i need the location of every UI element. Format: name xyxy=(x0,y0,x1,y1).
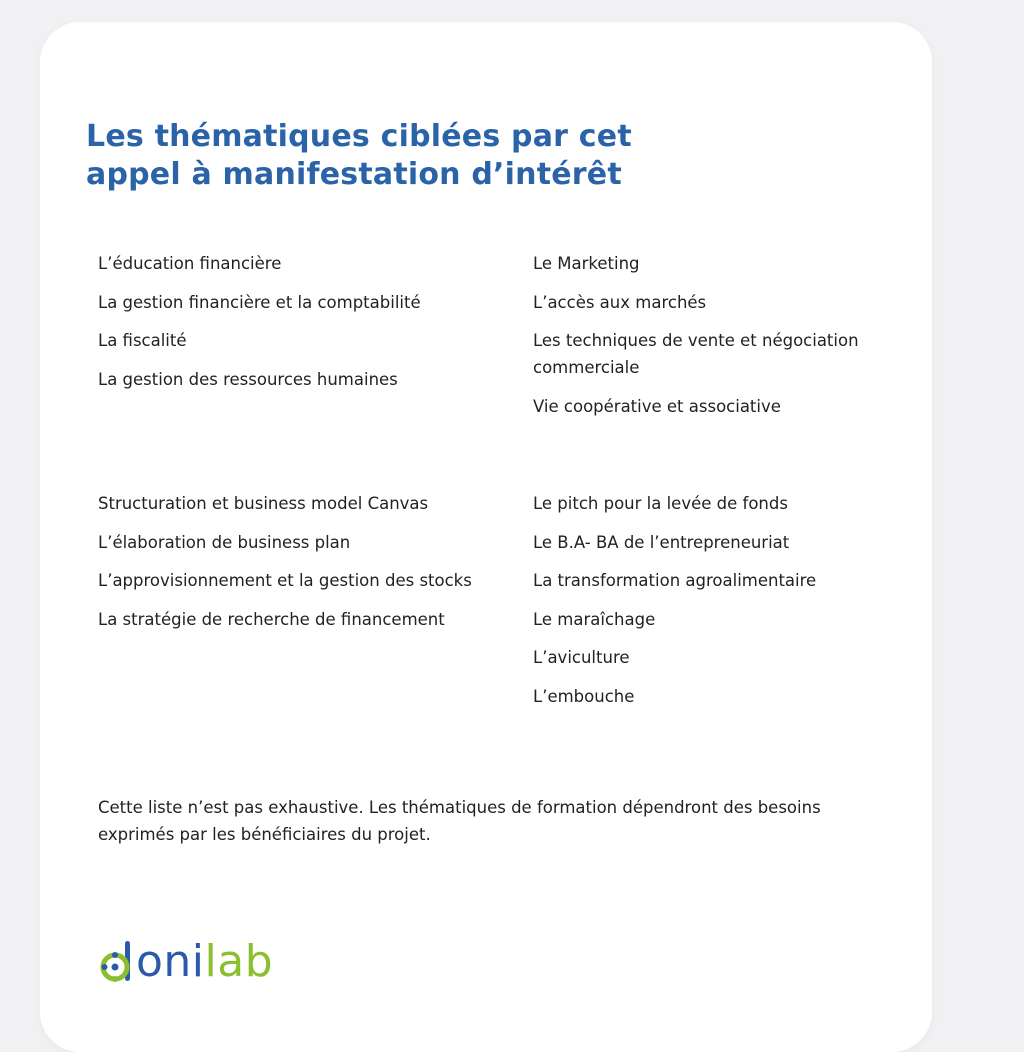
list-item: Vie coopérative et associative xyxy=(533,396,781,416)
logo-wordmark-part-1: oni xyxy=(136,936,205,987)
list-item: Les techniques de vente et négociation commerciale xyxy=(533,331,859,377)
list-item: L’embouche xyxy=(533,686,635,706)
list-item: La stratégie de recherche de financement xyxy=(98,609,445,629)
list-item: Structuration et business model Canvas xyxy=(98,494,429,513)
list-item: Le pitch pour la levée de fonds xyxy=(533,494,788,513)
list-item: Le B.A- BA de l’entrepreneuriat xyxy=(533,532,790,552)
disclaimer-note: Cette liste n’est pas exhaustive. Les thématiques de formation dépendront des besoins exprimés par les bénéficiaires du projet. xyxy=(98,798,821,844)
list-item: La transformation agroalimentaire xyxy=(533,571,817,590)
donilab-d-mark-icon xyxy=(100,939,134,985)
list-item: L’approvisionnement et la gestion des stocks xyxy=(98,571,472,590)
list-item: L’accès aux marchés xyxy=(533,292,707,312)
themes-list-column-4 xyxy=(533,490,903,721)
logo-wordmark-part-2: lab xyxy=(204,936,274,987)
themes-list-column-3 xyxy=(98,490,498,644)
list-item: L’aviculture xyxy=(533,648,630,667)
list-item: Le Marketing xyxy=(533,254,640,273)
list-item: L’éducation financière xyxy=(98,254,282,273)
list-item: L’élaboration de business plan xyxy=(98,532,351,552)
page-title xyxy=(86,118,632,194)
list-item: La fiscalité xyxy=(98,331,187,350)
list-item: La gestion financière et la comptabilité xyxy=(98,292,421,312)
logo-wordmark xyxy=(136,937,273,987)
themes-list-column-1 xyxy=(98,250,498,404)
list-item: Le maraîchage xyxy=(533,609,656,629)
page-title-line-2: appel à manifestation d’intérêt xyxy=(86,157,622,192)
donilab-logo xyxy=(100,934,273,990)
list-item: La gestion des ressources humaines xyxy=(98,369,398,389)
page-title-line-1: Les thématiques ciblées par cet xyxy=(86,119,632,154)
themes-list-column-2 xyxy=(533,250,903,431)
